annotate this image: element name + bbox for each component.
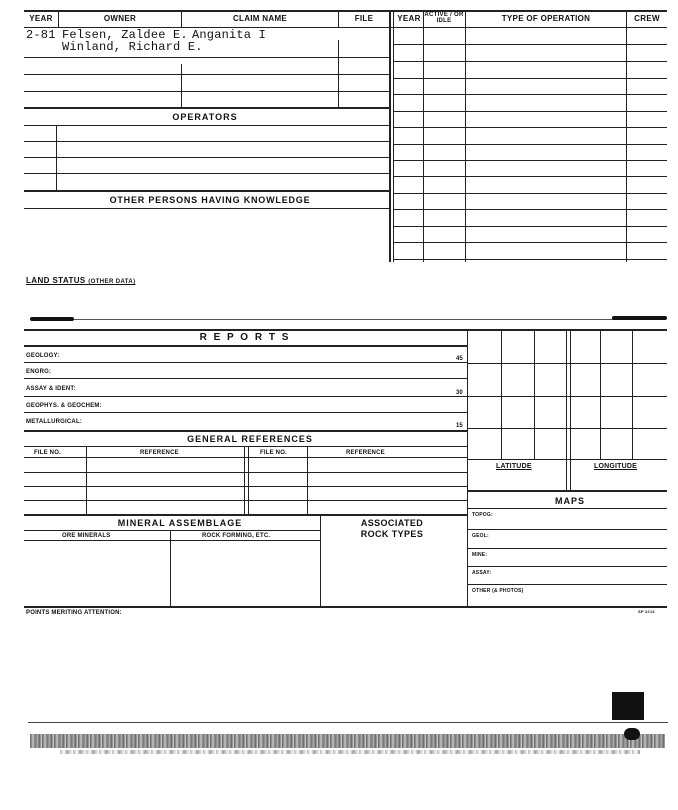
assay-number: 30 xyxy=(456,390,463,396)
owner-header: OWNER xyxy=(103,14,137,23)
general-references-title: GENERAL REFERENCES xyxy=(187,434,313,444)
geology-label: GEOLOGY: xyxy=(26,353,60,359)
ref-reference2-header: REFERENCE xyxy=(346,450,385,456)
maps-assay: ASSAY: xyxy=(472,570,492,576)
operators-title: OPERATORS xyxy=(172,112,238,122)
longitude-label: LONGITUDE xyxy=(594,463,638,470)
active-or-idle-header: ACTIVE / OR IDLE xyxy=(424,12,464,24)
scan-smudge-right xyxy=(612,316,667,320)
ref-file-no-header: FILE NO. xyxy=(34,450,61,456)
mineral-assemblage-title: MINERAL ASSEMBLAGE xyxy=(117,518,243,528)
associated-rock-types-line1: ASSOCIATED xyxy=(360,518,424,528)
assay-ident-label: ASSAY & IDENT: xyxy=(26,386,76,392)
ore-minerals-header: ORE MINERALS xyxy=(62,533,111,539)
associated-rock-types-line2: ROCK TYPES xyxy=(360,529,424,539)
ref-file-no2-header: FILE NO. xyxy=(260,450,287,456)
year-header: YEAR xyxy=(29,14,53,23)
scan-smudge-left xyxy=(30,317,74,321)
entry-owner-1: Felsen, Zaldee E. xyxy=(62,28,188,42)
entry-year: 2-81 xyxy=(26,28,56,42)
maps-mine: MINE: xyxy=(472,552,488,558)
geology-number: 45 xyxy=(456,356,463,362)
form-number: SP 2213 xyxy=(638,609,655,614)
geophys-label: GEOPHYS. & GEOCHEM: xyxy=(26,403,102,409)
rock-forming-header: ROCK FORMING, ETC. xyxy=(202,533,271,539)
crew-header: CREW xyxy=(634,14,660,23)
file-header: FILE xyxy=(354,14,374,23)
claim-name-header: CLAIM NAME xyxy=(232,14,288,23)
maps-other-photos: OTHER (& PHOTOS) xyxy=(472,588,524,594)
land-status-subtitle: (OTHER DATA) xyxy=(88,279,136,285)
maps-topog: TOPOG: xyxy=(472,512,493,518)
land-status-title: LAND STATUS xyxy=(26,276,86,285)
reports-title: R E P O R T S xyxy=(199,332,291,343)
metallurgical-number: 15 xyxy=(456,423,463,429)
type-of-operation-header: TYPE OF OPERATION xyxy=(501,14,591,23)
engrg-label: ENGRG: xyxy=(26,369,52,375)
points-meriting-attention: POINTS MERITING ATTENTION: xyxy=(26,610,122,616)
other-persons-title: OTHER PERSONS HAVING KNOWLEDGE xyxy=(109,195,311,205)
maps-geol: GEOL: xyxy=(472,533,489,539)
ref-reference-header: REFERENCE xyxy=(140,450,179,456)
entry-owner-2: Winland, Richard E. xyxy=(62,40,203,54)
maps-title: MAPS xyxy=(554,496,585,506)
metallurgical-label: METALLURGICAL: xyxy=(26,419,83,425)
latitude-label: LATITUDE xyxy=(496,463,532,470)
entry-claim-name: Anganita I xyxy=(192,28,267,42)
year-header-right: YEAR xyxy=(397,14,421,23)
